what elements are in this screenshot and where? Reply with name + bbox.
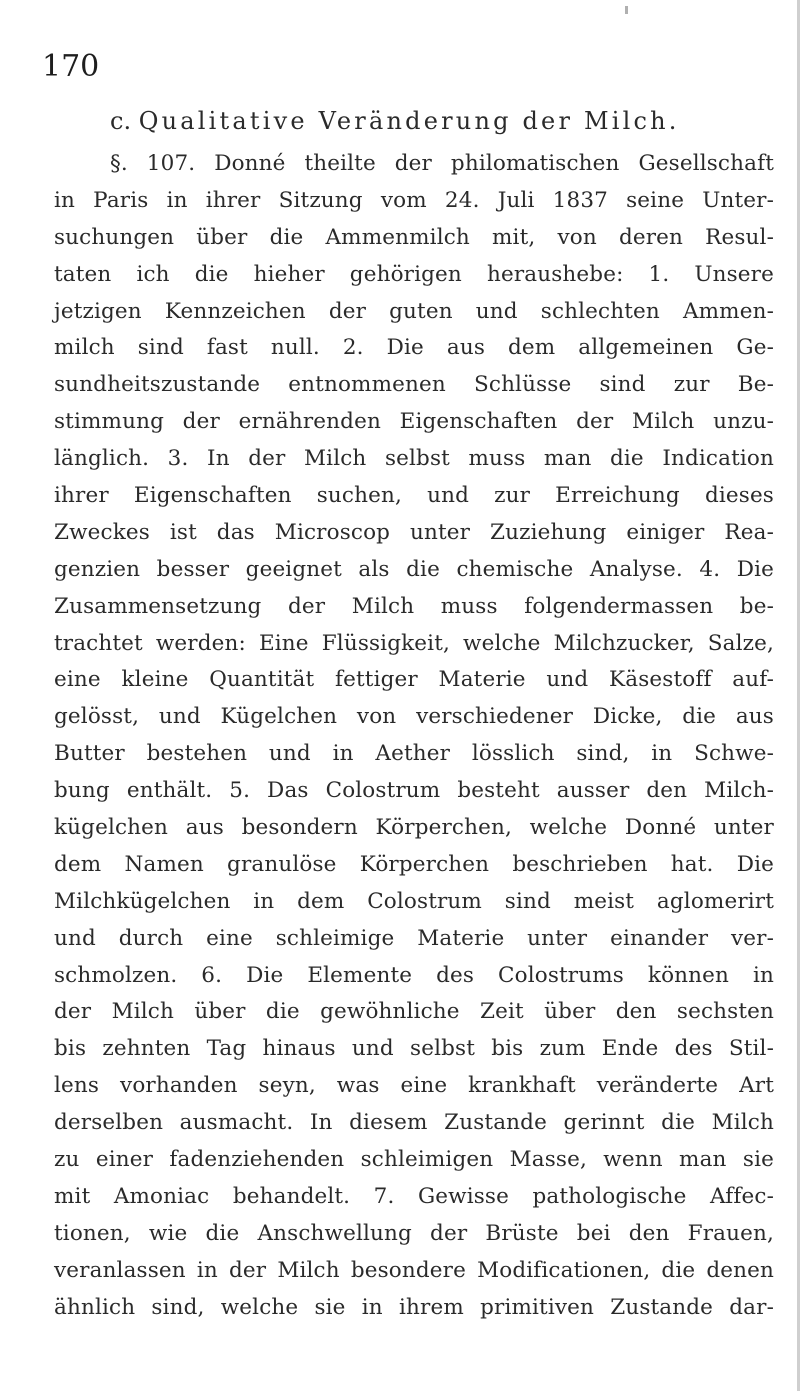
section-heading [110,104,770,138]
text-line: ähnlich sind, welche sie in ihrem primitiven Zustande dar- [54,1294,774,1320]
text-line: Butter bestehen und in Aether lösslich sind, in Schwe- [54,741,774,767]
text-line: lens vorhanden seyn, was eine krankhaft veränderte Art [54,1073,774,1099]
text-line: trachtet werden: Eine Flüssigkeit, welche Milchzucker, Salze, [54,630,774,656]
text-line: milch sind fast null. 2. Die aus dem allgemeinen Ge- [54,335,774,361]
text-line: der Milch über die gewöhnliche Zeit über den sechsten [54,999,774,1025]
text-line: genzien besser geeignet als die chemische Analyse. 4. Die [54,556,774,582]
section-heading-prefix: c. [110,107,132,135]
text-line: und durch eine schleimige Materie unter einander ver- [54,925,774,951]
text-line: mit Amoniac behandelt. 7. Gewisse pathologische Affec- [54,1183,774,1209]
text-line: eine kleine Quantität fettiger Materie und Käsestoff auf- [54,667,774,693]
text-line: Zweckes ist das Microscop unter Zuziehung einiger Rea- [54,519,774,545]
text-line: dem Namen granulöse Körperchen beschrieben hat. Die [54,851,774,877]
text-line: bis zehnten Tag hinaus und selbst bis zum Ende des Stil- [54,1036,774,1062]
text-line: bung enthält. 5. Das Colostrum besteht ausser den Milch- [54,778,774,804]
text-line: suchungen über die Ammenmilch mit, von deren Resul- [54,224,774,250]
scan-mark [625,6,628,14]
text-line: sundheitszustande entnommenen Schlüsse sind zur Be- [54,372,774,398]
text-line: in Paris in ihrer Sitzung vom 24. Juli 1837 seine Unter- [54,187,774,213]
text-line: tionen, wie die Anschwellung der Brüste bei den Frauen, [54,1220,774,1246]
text-line: veranlassen in der Milch besondere Modificationen, die denen [54,1257,774,1283]
page-number: 170 [42,49,100,84]
text-line: ihrer Eigenschaften suchen, und zur Erreichung dieses [54,483,774,509]
text-line: gelösst, und Kügelchen von verschiedener Dicke, die aus [54,704,774,730]
text-line: Milchkügelchen in dem Colostrum sind meist aglomerirt [54,888,774,914]
text-line: derselben ausmacht. In diesem Zustande gerinnt die Milch [54,1110,774,1136]
text-line: kügelchen aus besondern Körperchen, welche Donné unter [54,815,774,841]
text-line: schmolzen. 6. Die Elemente des Colostrums können in [54,962,774,988]
text-line: taten ich die hieher gehörigen heraushebe: 1. Unsere [54,261,774,287]
text-line: Zusammensetzung der Milch muss folgendermassen be- [54,593,774,619]
text-line: stimmung der ernährenden Eigenschaften der Milch unzu- [54,409,774,435]
text-line: zu einer fadenziehenden schleimigen Masse, wenn man sie [54,1147,774,1173]
body-text [54,146,774,1327]
text-line: jetzigen Kennzeichen der guten und schlechten Ammen- [54,298,774,324]
text-line: länglich. 3. In der Milch selbst muss man die Indication [54,446,774,472]
section-heading-title: Qualitative Veränderung der Milch. [138,107,680,135]
text-line: §. 107. Donné theilte der philomatischen Gesellschaft [110,151,774,176]
